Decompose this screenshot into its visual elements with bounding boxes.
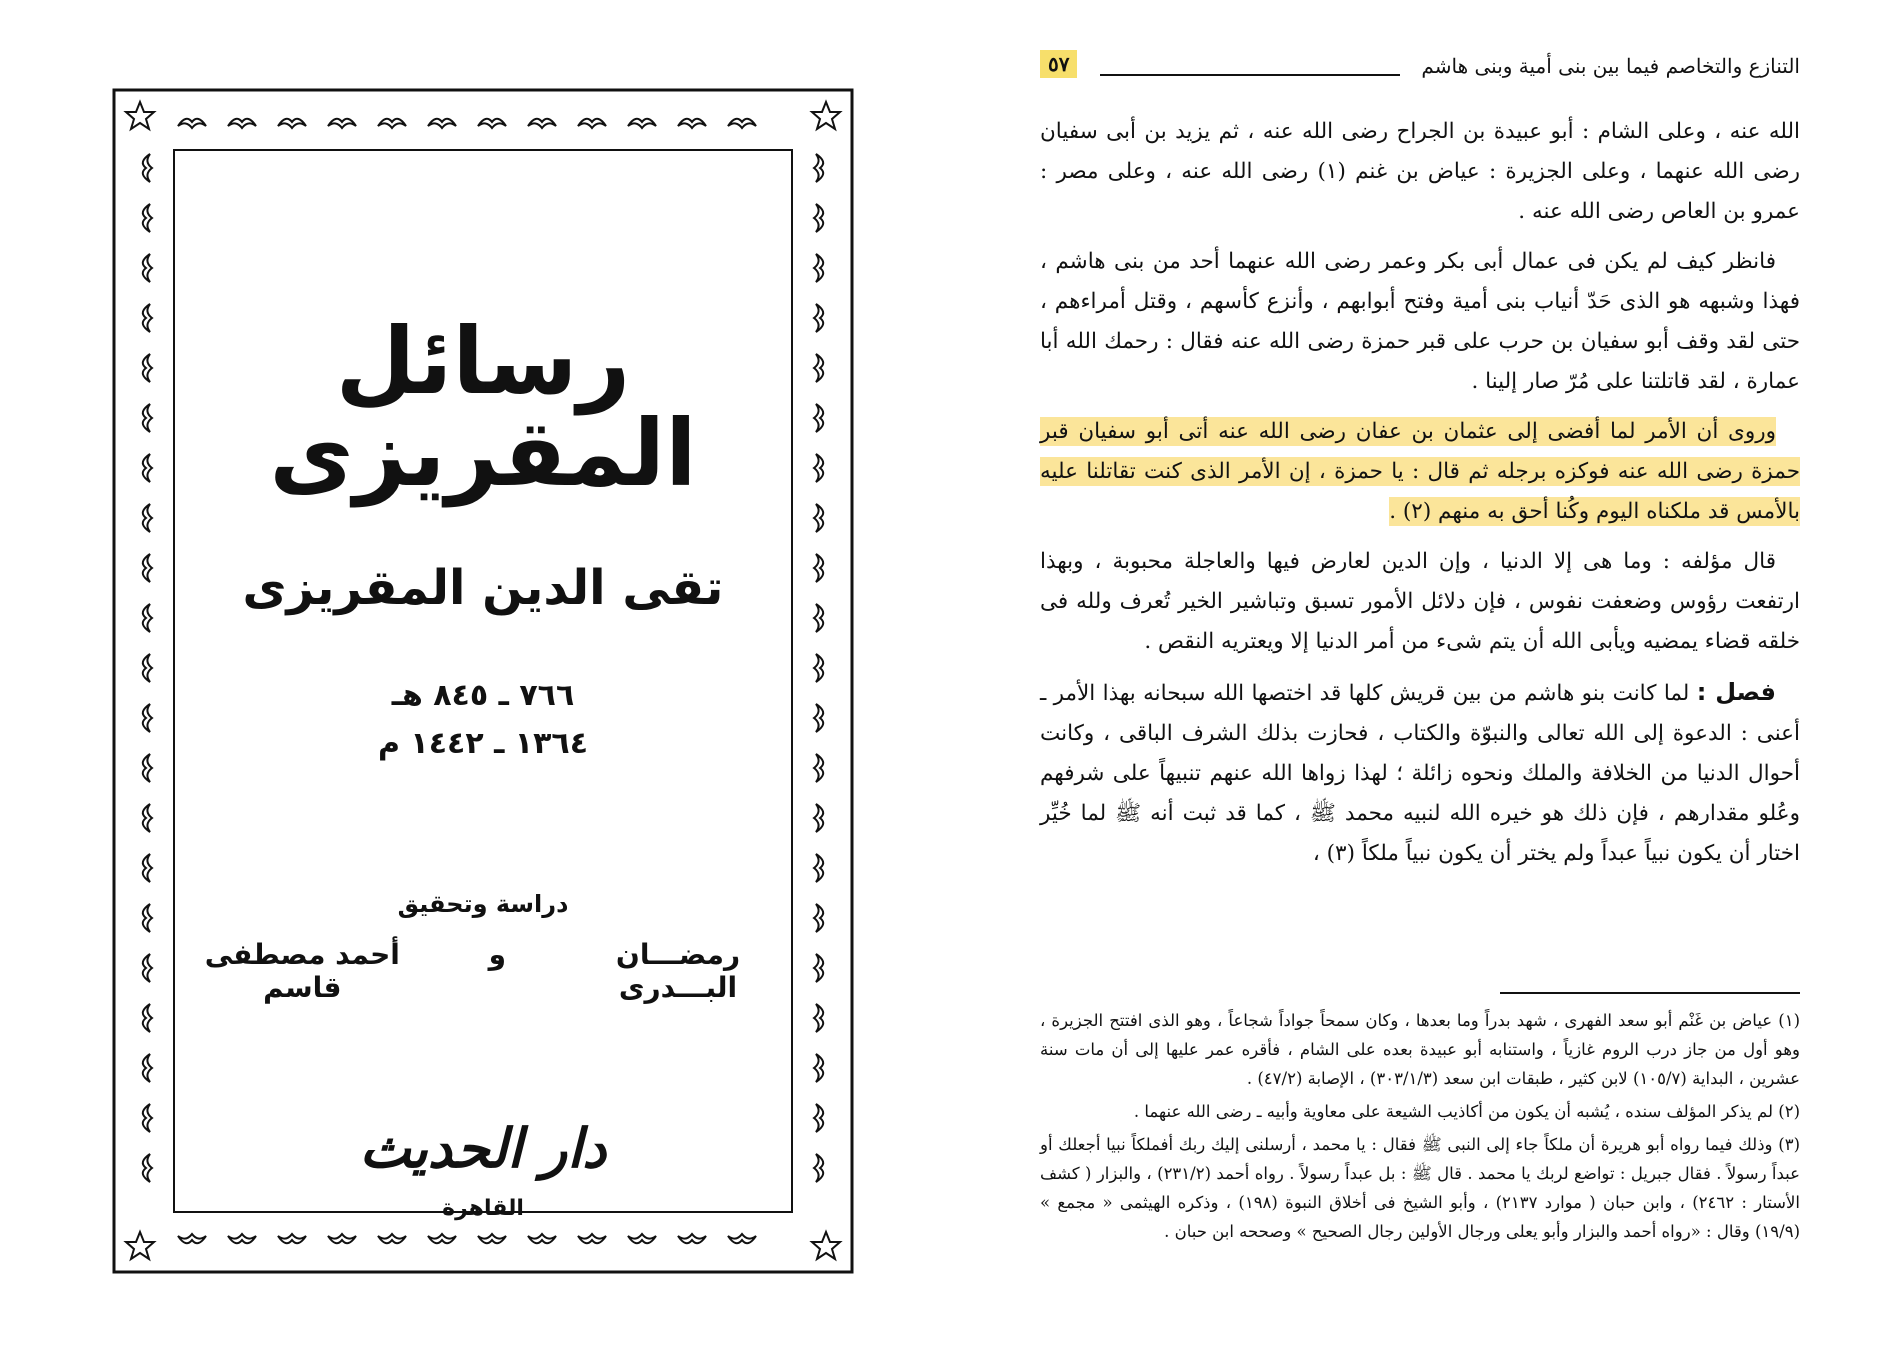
text-page	[1040, 40, 1800, 1340]
body-text	[1040, 112, 1800, 884]
hijri-dates: ٧٦٦ ـ ٨٤٥ هـ	[391, 678, 575, 713]
footnote: (٢) لم يذكر المؤلف سنده ، يُشبه أن يكون من أكاذيب الشيعة على معاوية وأبيه ـ رضى الله عنهما .	[1133, 1102, 1800, 1121]
editor-connector: و	[488, 938, 507, 971]
fasl-text: لما كانت بنو هاشم من بين قريش كلها قد اختصها الله سبحانه بهذا الأمر ـ أعنى : الدعوة إلى الله تعالى والنبوّة والكتاب ، فحازت بذلك الشرف الباقى ، وكانت أحوال الدنيا من الخلافة والملك ونحوه زائلة ؛ لهذا زواها الله عنهم تنبيهاً على شرفهم وعُلو مقدارهم ، فإن ذلك هو خيره الله لنبيه محمد ﷺ ، كما قد ثبت أنه ﷺ لما خُيِّر اختار أن يكون نبياً عبداً ولم يختر أن يكون نبياً ملكاً (٣) ،	[1040, 681, 1800, 866]
footnote-rule	[1500, 992, 1800, 994]
footnotes	[1040, 1006, 1800, 1250]
publisher-logo: دار الحديث	[359, 1116, 607, 1180]
study-label: دراسة وتحقيق	[397, 890, 569, 918]
paragraph: قال مؤلفه : وما هى إلا الدنيا ، وإن الدين لعارض فيها والعاجلة محبوبة ، وبهذا ارتفعت رؤوس وضعفت نفوس ، فإن دلائل الأمور تسبق وتباشير الخير تُعرف ولله فى خلقه قضاء يمضيه ويأبى الله أن يتم شىء من أمر الدنيا إلا ويعتريه النقص .	[1040, 549, 1800, 654]
publisher-city: القاهرة	[442, 1196, 524, 1221]
gregorian-dates: ١٣٦٤ ـ ١٤٤٢ م	[377, 726, 589, 761]
footnote: (١) عياض بن غَنْم أبو سعد الفهرى ، شهد بدراً وما بعدها ، وكان سمحاً جواداً شجاعاً ، وهو الذى افتتح الجزيرة ، وهو أول من جاز درب الروم غازياً ، واستنابه أبو عبيدة بعده على الشام ، فأقره عمر عليها إلى أن مات سنة عشرين ، البداية (١٠٥/٧) لابن كثير ، طبقات ابن سعد (٣٠٣/١/٣) ، الإصابة (٤٧/٢) .	[1040, 1011, 1800, 1088]
highlight: وروى أن الأمر لما أفضى إلى عثمان بن عفان رضى الله عنه أتى أبو سفيان قبر حمزة رضى الله عنه فوكزه برجله ثم قال : يا حمزة ، إن الأمر الذى كنت تقاتلنا عليه بالأمس قد ملكناه اليوم وكُنا أحق به منهم (٢) .	[1040, 419, 1800, 524]
paragraph: فانظر كيف لم يكن فى عمال أبى بكر وعمر رضى الله عنهما أحد من بنى هاشم ، فهذا وشبهه هو الذى حَدّ أنياب بنى أمية وفتح أبوابهم ، وأنزع كأسهم ، وقتل أمراءهم ، حتى لقد وقف أبو سفيان بن حرب على قبر حمزة رضى الله عنه فقال : رحمك الله أبا عمارة ، لقد قاتلتنا على مُرّ صار إلينا .	[1040, 249, 1800, 394]
running-title: التنازع والتخاصم فيما بين بنى أمية وبنى هاشم	[1421, 54, 1800, 78]
book-cover	[112, 88, 854, 1274]
cover-title: رسائل المقريزى	[269, 308, 697, 507]
editor-1: رمضـــان البـــدرى	[615, 938, 741, 1004]
running-header	[1040, 48, 1800, 88]
editor-2: أحمد مصطفى قاسم	[204, 938, 400, 1004]
cover-author: تقى الدين المقريزى	[242, 560, 724, 616]
fasl-heading: فصل :	[1696, 678, 1776, 706]
fasl-paragraph	[1040, 672, 1800, 874]
highlighted-paragraph	[1040, 412, 1800, 532]
paragraph: الله عنه ، وعلى الشام : أبو عبيدة بن الجراح رضى الله عنه ، ثم يزيد بن أبى سفيان رضى الله عنهما ، وعلى الجزيرة : عياض بن غنم (١) رضى الله عنه ، وعلى مصر : عمرو بن العاص رضى الله عنه .	[1040, 119, 1800, 224]
editors	[172, 938, 794, 1004]
page-number: ٥٧	[1040, 50, 1077, 78]
footnote: (٣) وذلك فيما رواه أبو هريرة أن ملكاً جاء إلى النبى ﷺ فقال : يا محمد ، أرسلنى إليك ربك أفملكاً نبيا أجعلك أو عبداً رسولاً . فقال جبريل : تواضع لربك يا محمد . قال ﷺ : بل عبداً رسولاً . رواه أحمد (٢٣١/٢) ، والبزار ( كشف الأستار : ٢٤٦٢) ، وابن حبان ( موارد ٢١٣٧) ، وأبو الشيخ فى أخلاق النبوة (١٩٨) ، وذكره الهيثمى « مجمع » (١٩/٩) وقال : «رواه أحمد والبزار وأبو يعلى ورجال الأولين رجال الصحيح » وصححه ابن حبان .	[1040, 1135, 1801, 1241]
header-rule	[1100, 74, 1400, 76]
